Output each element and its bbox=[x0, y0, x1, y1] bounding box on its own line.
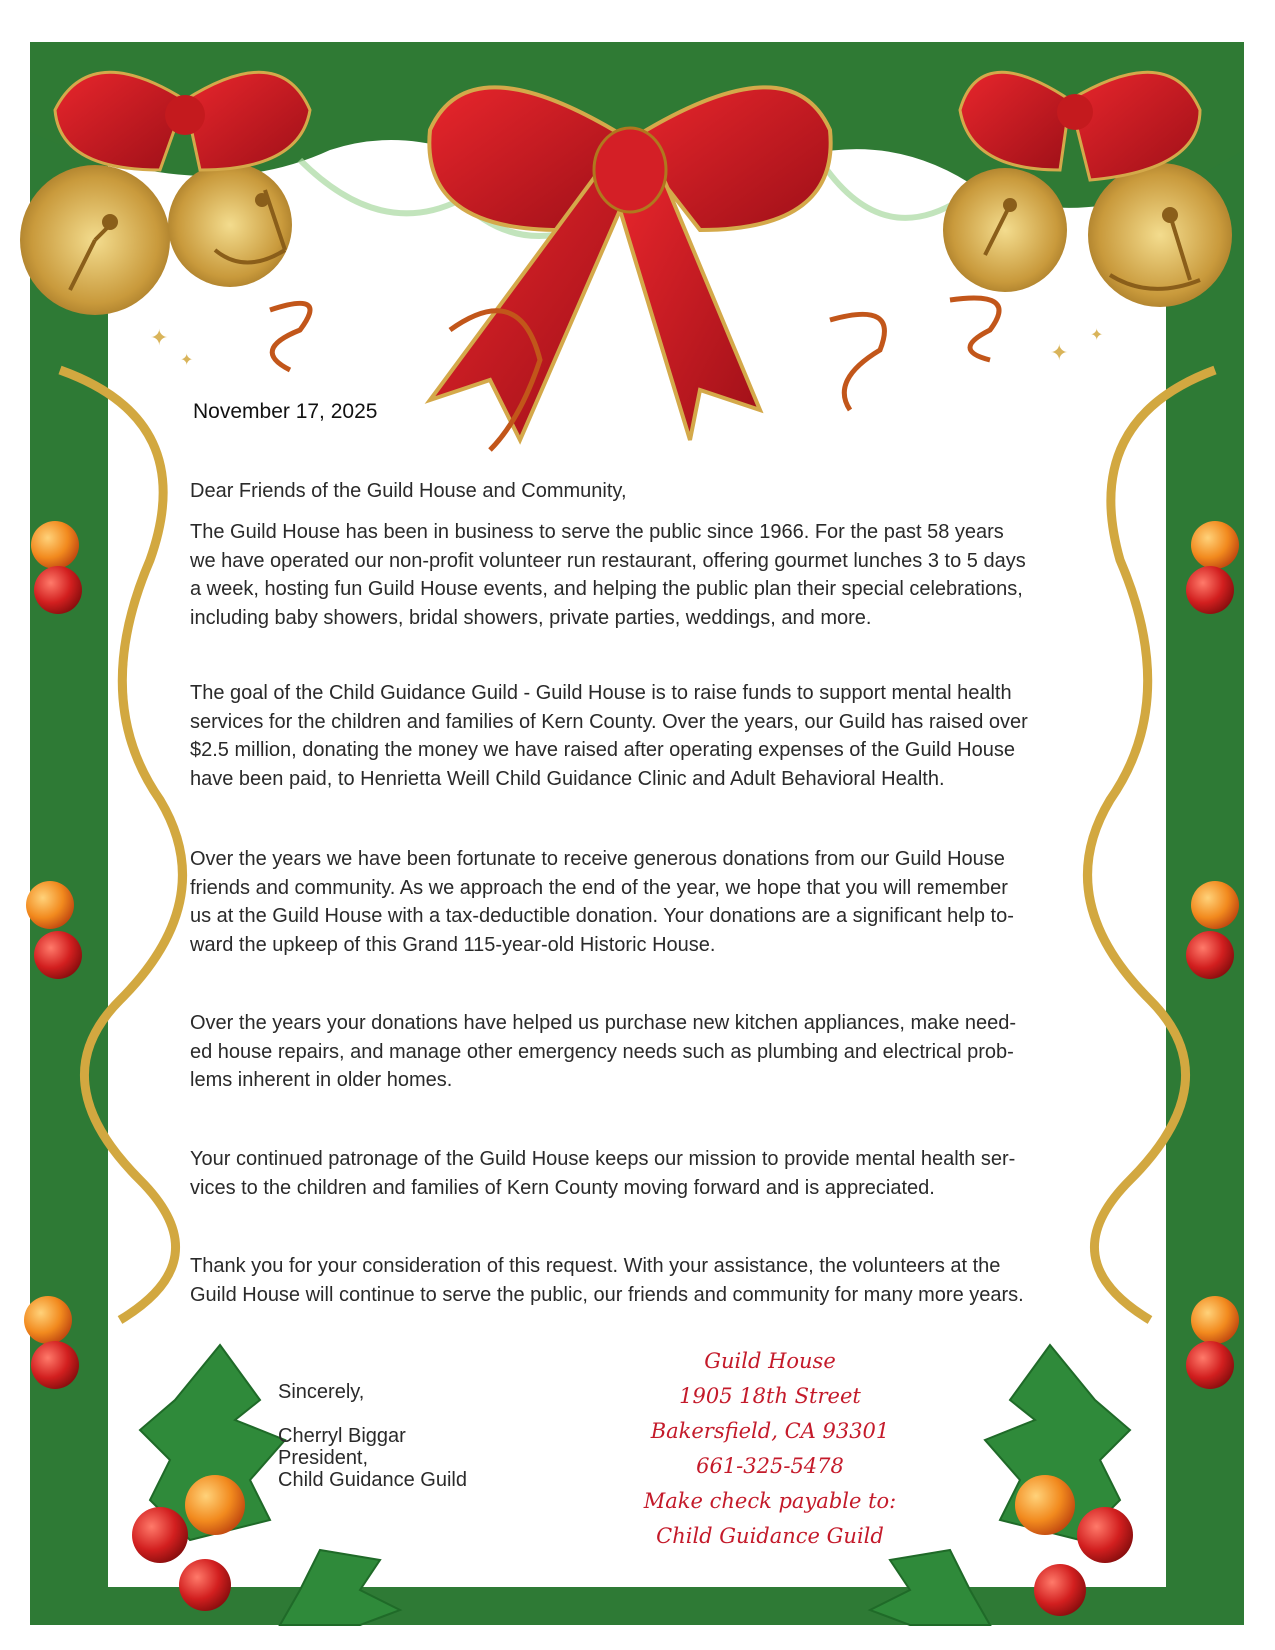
paragraph-history bbox=[190, 518, 1120, 632]
paragraph-thank-you bbox=[190, 1252, 1120, 1309]
paragraph-line: $2.5 million, donating the money we have raised after operating expenses of the Guild House bbox=[190, 739, 1015, 761]
svg-text:✦: ✦ bbox=[180, 352, 194, 369]
svg-text:✦: ✦ bbox=[1050, 340, 1069, 365]
svg-text:✦: ✦ bbox=[150, 325, 169, 350]
signer-title: President, bbox=[278, 1447, 369, 1469]
paragraph-line: a week, hosting fun Guild House events, and helping the public plan their special celebrations, bbox=[190, 578, 1023, 600]
paragraph-donation-request bbox=[190, 845, 1120, 959]
paragraph-line: lems inherent in older homes. bbox=[190, 1069, 453, 1091]
salutation: Dear Friends of the Guild House and Community, bbox=[190, 480, 627, 502]
street-address: 1905 18th Street bbox=[679, 1384, 861, 1408]
bow-icon bbox=[429, 87, 830, 440]
payable-label: Make check payable to: bbox=[643, 1489, 897, 1513]
signature-block bbox=[278, 1381, 467, 1491]
paragraph-line: we have operated our non-profit volunteer run restaurant, offering gourmet lunches 3 to 5 days bbox=[190, 549, 1026, 572]
paragraph-line: The goal of the Child Guidance Guild - Guild House is to raise funds to support mental health bbox=[190, 682, 1012, 704]
paragraph-patronage bbox=[190, 1145, 1120, 1202]
paragraph-donation-uses bbox=[190, 1009, 1120, 1095]
paragraph-line: vices to the children and families of Kern County moving forward and is appreciated. bbox=[190, 1176, 935, 1199]
paragraph-line: Thank you for your consideration of this request. With your assistance, the volunteers at the bbox=[190, 1255, 1001, 1277]
valediction: Sincerely, bbox=[278, 1381, 365, 1403]
phone-number: 661-325-5478 bbox=[696, 1454, 844, 1478]
paragraph-line: The Guild House has been in business to serve the public since 1966. For the past 58 years bbox=[190, 521, 1004, 543]
paragraph-line: us at the Guild House with a tax-deductible donation. Your donations are a significant help to- bbox=[190, 905, 1014, 927]
signer-name: Cherryl Biggar bbox=[278, 1425, 406, 1447]
paragraph-line: Your continued patronage of the Guild House keeps our mission to provide mental health ser- bbox=[190, 1148, 1016, 1170]
paragraph-line: Over the years your donations have helped us purchase new kitchen appliances, make need- bbox=[190, 1012, 1017, 1034]
paragraph-line: services for the children and families of Kern County. Over the years, our Guild has raised over bbox=[190, 710, 1028, 733]
paragraph-line: Over the years we have been fortunate to receive generous donations from our Guild House bbox=[190, 848, 1005, 870]
signer-organization: Child Guidance Guild bbox=[278, 1469, 467, 1491]
paragraph-line: including baby showers, bridal showers, private parties, weddings, and more. bbox=[190, 606, 872, 629]
paragraph-line: ed house repairs, and manage other emergency needs such as plumbing and electrical prob- bbox=[190, 1040, 1014, 1063]
address-block bbox=[620, 1344, 920, 1554]
paragraph-goal bbox=[190, 679, 1120, 793]
paragraph-line: Guild House will continue to serve the public, our friends and community for many more years. bbox=[190, 1283, 1024, 1306]
curly-ribbon-icon bbox=[270, 298, 999, 450]
payable-to: Child Guidance Guild bbox=[656, 1524, 884, 1548]
svg-text:✦: ✦ bbox=[1090, 327, 1104, 344]
letter-date: November 17, 2025 bbox=[193, 400, 378, 423]
city-state-zip: Bakersfield, CA 93301 bbox=[650, 1419, 890, 1443]
organization-name: Guild House bbox=[704, 1349, 836, 1373]
jingle-bell-icon bbox=[20, 163, 292, 315]
paragraph-line: ward the upkeep of this Grand 115-year-old Historic House. bbox=[190, 933, 716, 956]
paragraph-line: have been paid, to Henrietta Weill Child Guidance Clinic and Adult Behavioral Health. bbox=[190, 767, 945, 790]
paragraph-line: friends and community. As we approach the end of the year, we hope that you will remember bbox=[190, 876, 1008, 899]
